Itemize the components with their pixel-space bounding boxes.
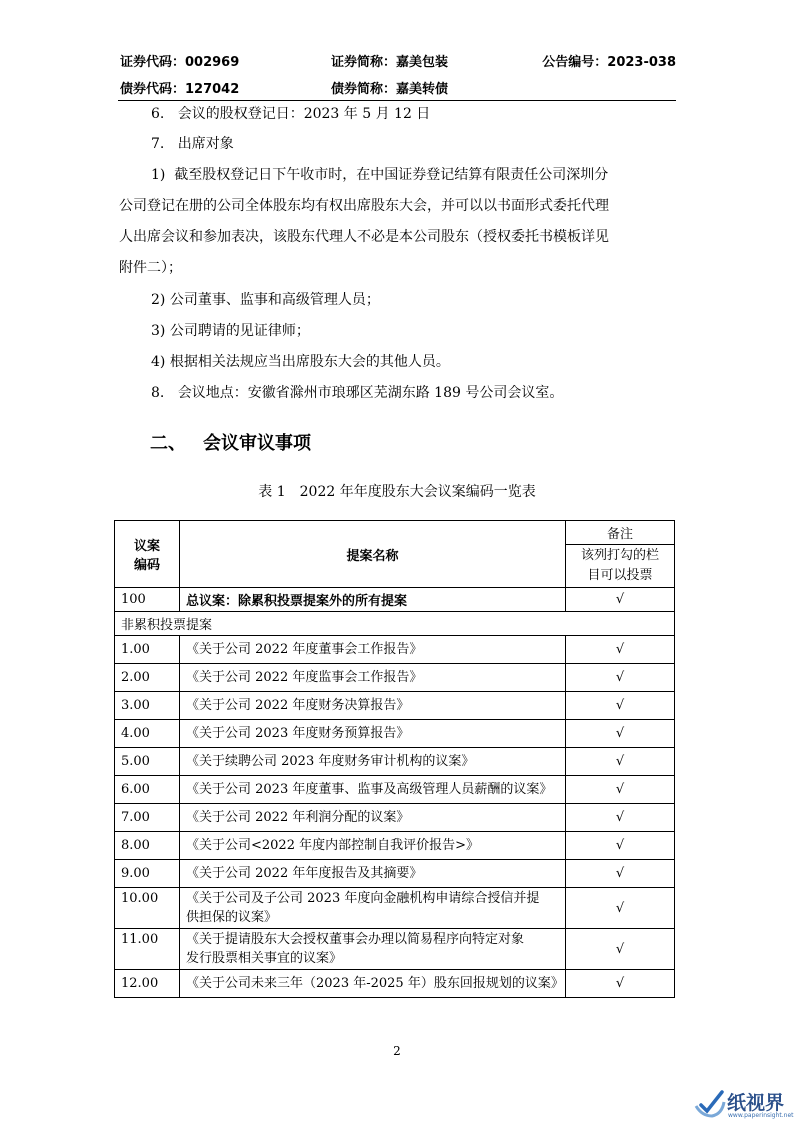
table-row: [115, 748, 675, 776]
row-code: 4.00: [115, 720, 180, 748]
row-mark: √: [566, 888, 675, 929]
row-name: [180, 776, 566, 804]
table-row: [115, 860, 675, 888]
row-code: 8.00: [115, 832, 180, 860]
total-proposal-row: [115, 588, 675, 612]
row-name: [180, 692, 566, 720]
attendee-2: 2) 公司董事、监事和高级管理人员；: [151, 292, 380, 308]
row-mark: √: [566, 692, 675, 720]
stock-name: 证券简称：嘉美包装: [331, 55, 449, 70]
row-name-line: 发行股票相关事宜的议案》: [186, 951, 343, 966]
header-code-line-2: 编码: [133, 558, 160, 573]
row-mark: √: [566, 804, 675, 832]
row-code: 10.00: [115, 888, 180, 929]
table-row: [115, 692, 675, 720]
row-mark: √: [566, 970, 675, 998]
row-code: 12.00: [115, 970, 180, 998]
header-code-line-1: 议案: [133, 539, 160, 554]
table-row: [115, 636, 675, 664]
watermark-url: www.paperinsight.net: [728, 1112, 794, 1119]
row-name: 总议案：除累积投票提案外的所有提案: [180, 588, 566, 612]
row-code: 2.00: [115, 664, 180, 692]
row-mark: √: [566, 776, 675, 804]
header-note-sub-line-1: 该列打勾的栏: [580, 548, 659, 563]
stock-code: 证券代码：002969: [120, 55, 240, 70]
row-name-line: 《关于公司<2022 年度内部控制自我评价报告>》: [186, 838, 480, 853]
bond-name: 债券简称：嘉美转债: [331, 82, 449, 97]
table-row: [115, 929, 675, 970]
row-name-line: 《关于公司 2022 年度财务决算报告》: [186, 698, 410, 713]
row-name: [180, 832, 566, 860]
row-name: [180, 970, 566, 998]
row-name-line: 《关于公司 2022 年度董事会工作报告》: [186, 642, 423, 657]
row-code: 1.00: [115, 636, 180, 664]
row-code: 5.00: [115, 748, 180, 776]
table-row: [115, 720, 675, 748]
header-divider: [118, 100, 676, 101]
table-header-row: [115, 521, 675, 545]
row-mark: √: [566, 832, 675, 860]
attendee-3: 3) 公司聘请的见证律师；: [151, 323, 310, 339]
row-name: [180, 636, 566, 664]
table-row: [115, 664, 675, 692]
item-7-attendees: 7. 出席对象: [151, 136, 234, 152]
row-code: 7.00: [115, 804, 180, 832]
table-row: [115, 888, 675, 929]
quill-check-logo-icon: [692, 1086, 726, 1120]
row-mark: √: [566, 860, 675, 888]
row-name-line: 《关于公司未来三年（2023 年-2025 年）股东回报规划的议案》: [186, 976, 564, 991]
group-label: 非累积投票提案: [115, 612, 675, 636]
item-8-venue: 8. 会议地点：安徽省滁州市琅琊区芜湖东路 189 号公司会议室。: [151, 385, 564, 401]
row-mark: √: [566, 588, 675, 612]
row-code: 100: [115, 588, 180, 612]
row-name-line: 《关于公司 2023 年度财务预算报告》: [186, 726, 410, 741]
row-name: [180, 748, 566, 776]
row-code: 6.00: [115, 776, 180, 804]
row-name-line: 《关于续聘公司 2023 年度财务审计机构的议案》: [186, 754, 475, 769]
table-row: [115, 970, 675, 998]
watermark-text: 纸视界: [727, 1092, 785, 1114]
attendee-1-line-2: 公司登记在册的公司全体股东均有权出席股东大会，并可以以书面形式委托代理: [119, 198, 609, 214]
header-code-cell: [115, 521, 180, 588]
row-code: 3.00: [115, 692, 180, 720]
section-number: 二、: [150, 433, 186, 454]
row-name: [180, 888, 566, 929]
section-title: 会议审议事项: [203, 433, 311, 454]
table-row: [115, 776, 675, 804]
row-name-line: 《关于提请股东大会授权董事会办理以简易程序向特定对象: [186, 932, 525, 947]
row-name: [180, 929, 566, 970]
row-name-line: 《关于公司及子公司 2023 年度向金融机构申请综合授信并提: [186, 891, 540, 906]
row-mark: √: [566, 929, 675, 970]
row-name-line: 《关于公司 2022 年度监事会工作报告》: [186, 670, 423, 685]
row-code: 11.00: [115, 929, 180, 970]
table-caption: 表 1 2022 年年度股东大会议案编码一览表: [258, 484, 536, 500]
group-row: [115, 612, 675, 636]
proposal-rows: [115, 636, 675, 998]
bond-code: 债券代码：127042: [120, 82, 240, 97]
header-note-sub-line-2: 目可以投票: [587, 568, 653, 583]
section-heading: [150, 429, 311, 455]
proposal-code-table: [114, 520, 675, 998]
watermark-logo: [692, 1086, 792, 1122]
attendee-1-line-3: 人出席会议和参加表决，该股东代理人不必是本公司股东（授权委托书模板详见: [119, 229, 609, 245]
row-name-line: 《关于公司 2022 年年度报告及其摘要》: [186, 866, 423, 881]
attendee-4: 4) 根据相关法规应当出席股东大会的其他人员。: [151, 354, 450, 370]
row-name-line: 《关于公司 2023 年度董事、监事及高级管理人员薪酬的议案》: [186, 782, 553, 797]
row-mark: √: [566, 720, 675, 748]
item-6-record-date: 6. 会议的股权登记日：2023 年 5 月 12 日: [151, 106, 431, 122]
header-note-sub-cell: [566, 545, 675, 588]
announcement-number: 公告编号：2023-038: [542, 55, 676, 70]
row-name: [180, 720, 566, 748]
row-name-line: 《关于公司 2022 年利润分配的议案》: [186, 810, 410, 825]
row-name: [180, 664, 566, 692]
table-row: [115, 804, 675, 832]
attendee-1-line-1: 1) 截至股权登记日下午收市时，在中国证券登记结算有限责任公司深圳分: [151, 167, 609, 183]
row-mark: √: [566, 636, 675, 664]
row-name: [180, 804, 566, 832]
row-mark: √: [566, 664, 675, 692]
row-code: 9.00: [115, 860, 180, 888]
row-name: [180, 860, 566, 888]
row-mark: √: [566, 748, 675, 776]
attendee-1-line-4: 附件二）；: [119, 260, 182, 276]
header-note-cell: 备注: [566, 521, 675, 545]
table-row: [115, 832, 675, 860]
header-name-cell: 提案名称: [180, 521, 566, 588]
page-number: 2: [393, 1044, 401, 1058]
row-name-line: 供担保的议案》: [186, 910, 278, 925]
